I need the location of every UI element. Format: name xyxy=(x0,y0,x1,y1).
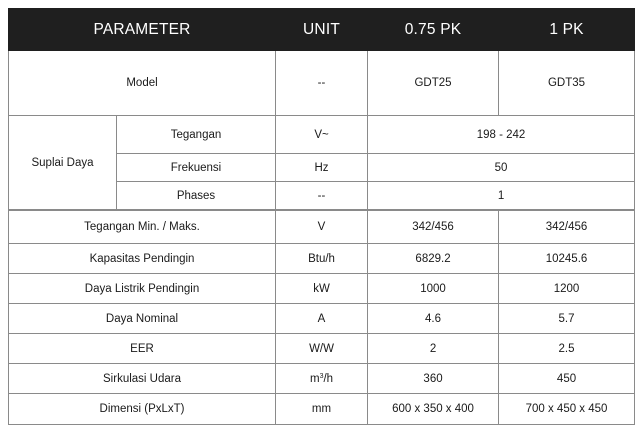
model-label: Model xyxy=(9,51,276,116)
row-label: EER xyxy=(9,334,276,364)
header-row xyxy=(9,9,635,51)
row-unit: Btu/h xyxy=(276,244,368,274)
frekuensi-label: Frekuensi xyxy=(117,154,276,182)
model-value-a: GDT25 xyxy=(368,51,499,116)
row-unit: A xyxy=(276,304,368,334)
row-value-a: 6829.2 xyxy=(368,244,499,274)
unit-tail: /h xyxy=(323,372,334,385)
row-unit: W/W xyxy=(276,334,368,364)
table-row-daya-nominal xyxy=(9,304,635,334)
model-value-b: GDT35 xyxy=(499,51,635,116)
row-value-a: 4.6 xyxy=(368,304,499,334)
header-col-1pk: 1 PK xyxy=(499,9,635,51)
frekuensi-value: 50 xyxy=(368,154,635,182)
phases-label: Phases xyxy=(117,182,276,211)
header-unit: UNIT xyxy=(276,9,368,51)
tegangan-value: 198 - 242 xyxy=(368,116,635,154)
row-value-a: 360 xyxy=(368,364,499,394)
phases-value: 1 xyxy=(368,182,635,211)
row-value-a: 1000 xyxy=(368,274,499,304)
row-unit: V xyxy=(276,210,368,244)
row-value-b: 5.7 xyxy=(499,304,635,334)
table-row-kapasitas-pendingin xyxy=(9,244,635,274)
row-value-b: 1200 xyxy=(499,274,635,304)
row-value-b: 10245.6 xyxy=(499,244,635,274)
row-label: Dimensi (PxLxT) xyxy=(9,394,276,425)
suplai-daya-label: Suplai Daya xyxy=(9,116,117,211)
phases-unit: -- xyxy=(276,182,368,211)
row-unit: kW xyxy=(276,274,368,304)
header-parameter: PARAMETER xyxy=(9,9,276,51)
row-value-a: 2 xyxy=(368,334,499,364)
row-value-a: 600 x 350 x 400 xyxy=(368,394,499,425)
tegangan-label: Tegangan xyxy=(117,116,276,154)
row-value-b: 2.5 xyxy=(499,334,635,364)
row-unit xyxy=(276,364,368,394)
table-row-dimensi xyxy=(9,394,635,425)
tegangan-unit: V~ xyxy=(276,116,368,154)
row-value-a: 342/456 xyxy=(368,210,499,244)
unit-base: m xyxy=(309,372,320,385)
table-row-eer xyxy=(9,334,635,364)
table-row-tegangan xyxy=(9,116,635,154)
row-value-b: 450 xyxy=(499,364,635,394)
table-row-sirkulasi-udara xyxy=(9,364,635,394)
table-row-tegangan-min-maks xyxy=(9,210,635,244)
frekuensi-unit: Hz xyxy=(276,154,368,182)
row-label: Sirkulasi Udara xyxy=(9,364,276,394)
row-label: Kapasitas Pendingin xyxy=(9,244,276,274)
table-row-daya-listrik-pendingin xyxy=(9,274,635,304)
row-label: Tegangan Min. / Maks. xyxy=(9,210,276,244)
row-value-b: 342/456 xyxy=(499,210,635,244)
header-col-075pk: 0.75 PK xyxy=(368,9,499,51)
row-unit: mm xyxy=(276,394,368,425)
row-label: Daya Nominal xyxy=(9,304,276,334)
model-unit: -- xyxy=(276,51,368,116)
row-value-b: 700 x 450 x 450 xyxy=(499,394,635,425)
table-row-model xyxy=(9,51,635,116)
unit-superscript: 3 xyxy=(319,372,324,380)
row-label: Daya Listrik Pendingin xyxy=(9,274,276,304)
spec-table xyxy=(8,8,635,425)
